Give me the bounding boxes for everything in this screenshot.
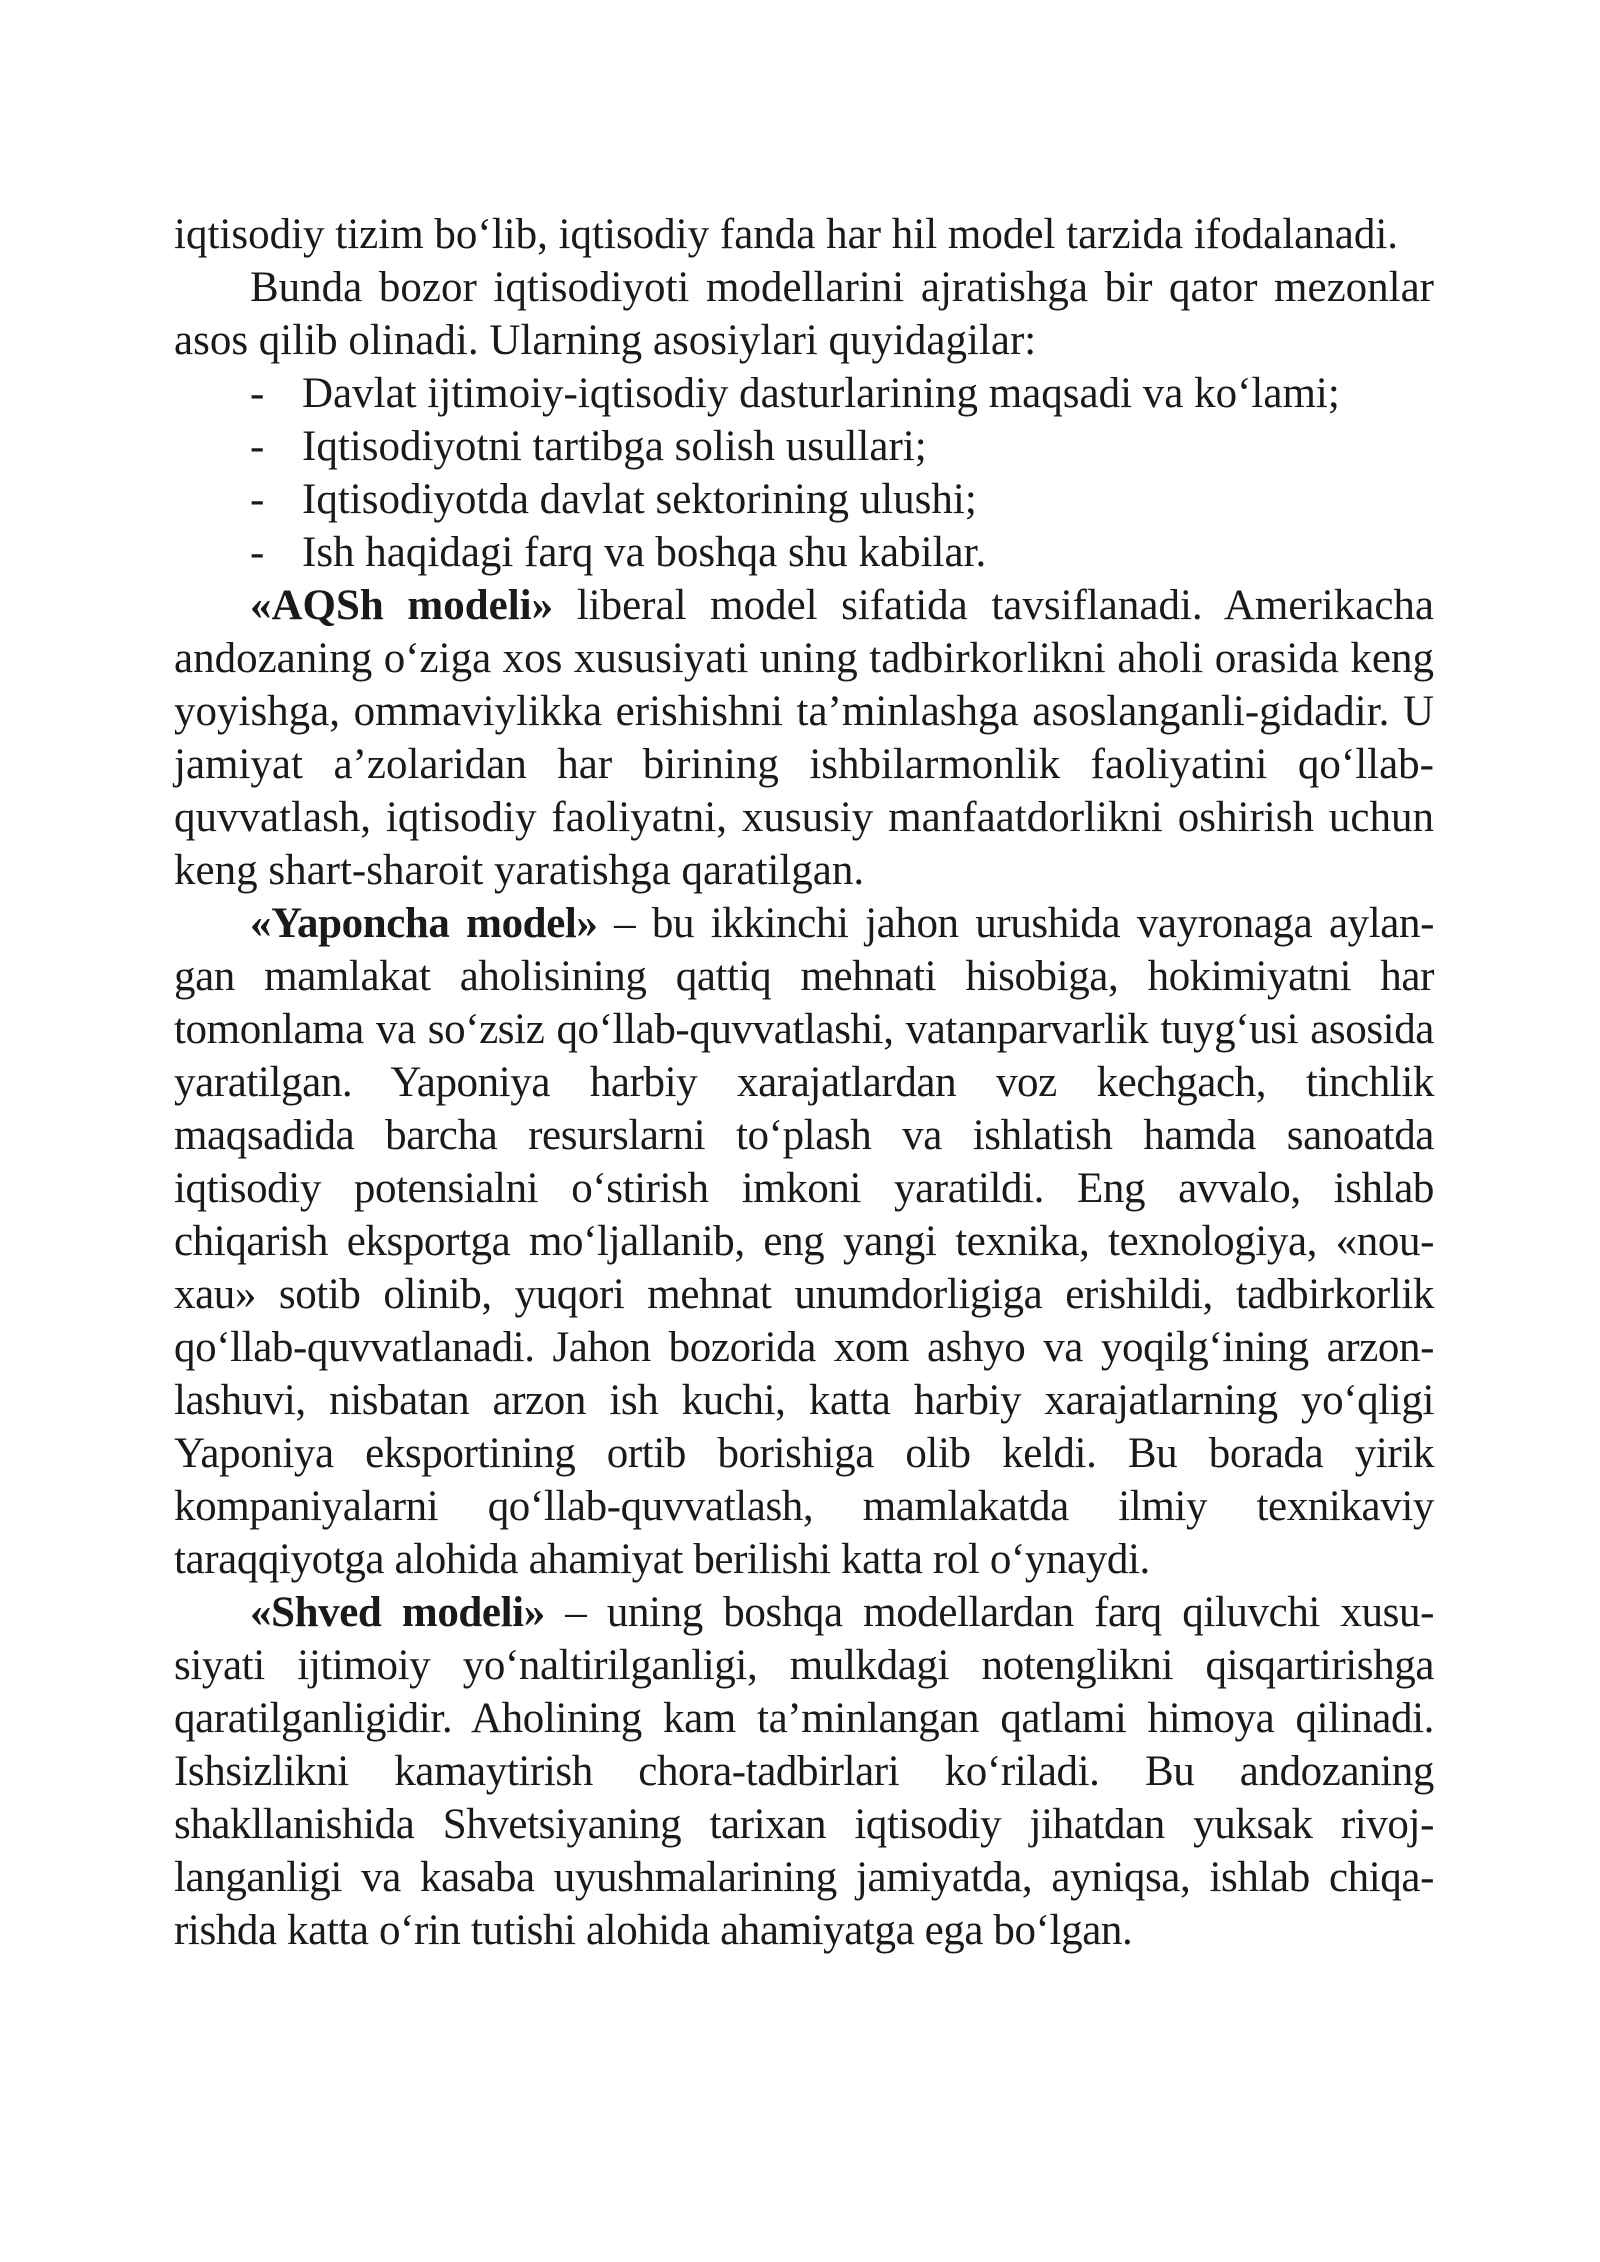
dash-marker: -	[250, 529, 265, 576]
japan-model-text: – bu ikkinchi jahon urushida vayronaga aylan-gan mamlakat aholisining qattiq mehnati hisobiga, hokimiyatni har tomonlama va so‘zsiz qo‘llab-quvvatlashi, vatanparvarlik tuyg‘usi asosida yaratilgan. Yaponiya harbiy xarajatlardan voz kechgach, tinchlik maqsadida barcha resurslarni to‘plash va ishlatish hamda sanoatda iqtisodiy potensialni o‘stirish imkoni yaratildi. Eng avvalo, ishlab chiqarish eksportga mo‘ljallanib, eng yangi texnika, texnologiya, «nou- xau» sotib olinib, yuqori mehnat unumdorligiga erishildi, tadbirkorlik qo‘llab-quvvatlanadi. Jahon bozorida xom ashyo va yoqilg‘ining arzon- lashuvi, nisbatan arzon ish kuchi, katta harbiy xarajatlarning yo‘qligi Yaponiya eksportining ortib borishiga olib keldi. Bu borada yirik kompaniyalarni qo‘llab-quvvatlash, mamlakatda ilmiy texnikaviy taraqqiyotga alohida ahamiyat berilishi katta rol o‘ynaydi.	[174, 900, 1434, 1583]
dash-marker: -	[250, 476, 265, 523]
list-item-text: Davlat ijtimoiy-iqtisodiy dasturlarining maqsadi va ko‘lami;	[302, 370, 1340, 417]
list-item	[250, 367, 1434, 420]
usa-model-title: «AQSh modeli»	[250, 582, 554, 629]
list-item-text: Iqtisodiyotda davlat sektorining ulushi;	[302, 476, 977, 523]
dash-marker: -	[250, 423, 265, 470]
list-item	[250, 473, 1434, 526]
list-item-text: Iqtisodiyotni tartibga solish usullari;	[302, 423, 927, 470]
japan-model-paragraph	[174, 897, 1434, 1586]
sweden-model-paragraph	[174, 1586, 1434, 1957]
intro-paragraph: iqtisodiy tizim bo‘lib, iqtisodiy fanda har hil model tarzida ifodalanadi.	[174, 211, 1399, 258]
document-page	[174, 208, 1434, 1957]
sweden-model-title: «Shved modeli»	[250, 1589, 545, 1636]
usa-model-paragraph	[174, 579, 1434, 897]
dash-marker: -	[250, 370, 265, 417]
usa-model-text: liberal model sifatida tavsiflanadi. Amerikacha andozaning o‘ziga xos xususiyati uning tadbirkorlikni aholi orasida keng yoyishga, ommaviylikka erishishni ta’minlashga asoslanganli-gidadir. U jamiyat a’zolaridan har birining ishbilarmonlik faoliyatini qo‘llab-quvvatlash, iqtisodiy faoliyatni, xususiy manfaatdorlikni oshirish uchun keng shart-sharoit yaratishga qaratilgan.	[174, 582, 1434, 894]
list-item	[250, 420, 1434, 473]
sweden-model-text: – uning boshqa modellardan farq qiluvchi xusu-siyati ijtimoiy yo‘naltirilganligi, mulkdagi notenglikni qisqartirishga qaratilganligidir. Aholining kam ta’minlangan qatlami himoya qilinadi. Ishsizlikni kamaytirish chora-tadbirlari ko‘riladi. Bu andozaning shakllanishida Shvetsiyaning tarixan iqtisodiy jihatdan yuksak rivoj-langanligi va kasaba uyushmalarining jamiyatda, ayniqsa, ishlab chiqa-rishda katta o‘rin tutishi alohida ahamiyatga ega bo‘lgan.	[174, 1589, 1434, 1954]
criteria-list	[174, 367, 1434, 579]
criteria-paragraph: Bunda bozor iqtisodiyoti modellarini ajratishga bir qator mezonlar asos qilib olinadi. Ularning asosiylari quyidagilar:	[174, 264, 1434, 364]
list-item	[250, 526, 1434, 579]
japan-model-title: «Yaponcha model»	[250, 900, 598, 947]
list-item-text: Ish haqidagi farq va boshqa shu kabilar.	[302, 529, 987, 576]
